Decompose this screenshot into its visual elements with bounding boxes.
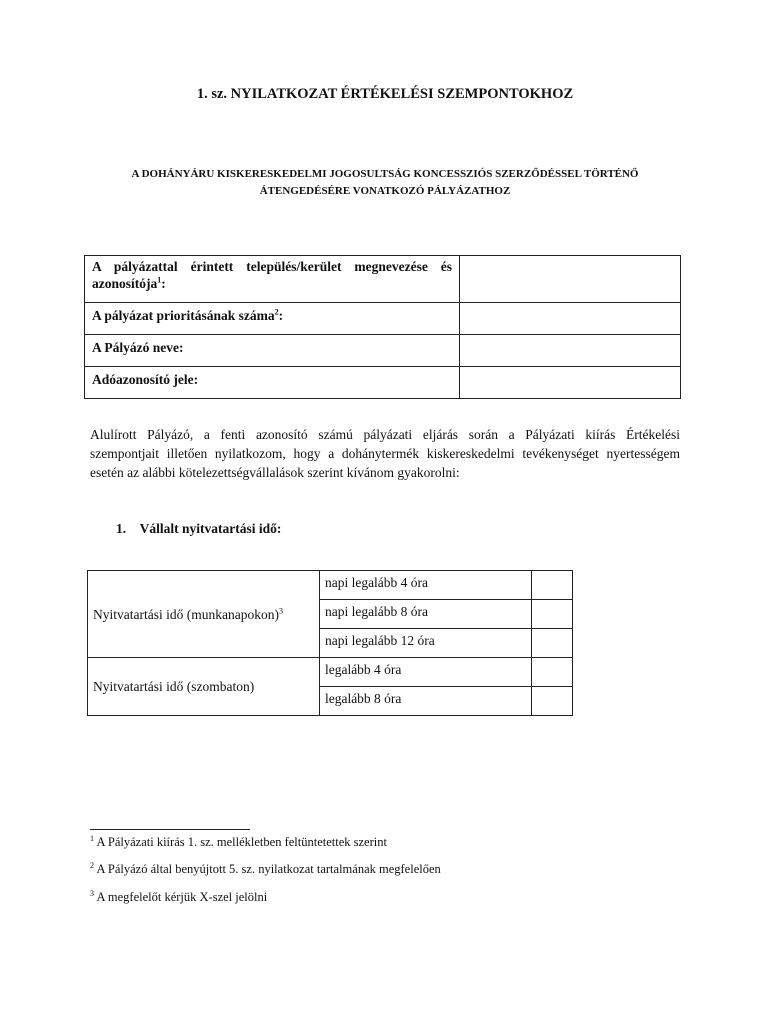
footnote-divider xyxy=(90,829,250,830)
footnote-ref-3: 3 xyxy=(278,606,283,615)
priority-field[interactable] xyxy=(460,303,681,335)
footnote-ref-1: 1 xyxy=(157,275,162,285)
paragraph-line-2: szempontjait illetően nyilatkozom, hogy a dohánytermék kiskereskedelmi tevékenységet nyertességem xyxy=(90,446,680,461)
saturday-option-8h-checkbox[interactable] xyxy=(531,687,572,716)
footnote-number: 1 xyxy=(90,833,94,843)
declaration-paragraph xyxy=(90,425,680,482)
applicant-name-field[interactable] xyxy=(460,335,681,367)
table-row xyxy=(85,367,681,399)
footnote-text: A megfelelőt kérjük X-szel jelölni xyxy=(96,890,268,904)
applicant-info-table xyxy=(84,255,681,399)
settlement-field[interactable] xyxy=(460,256,681,303)
subtitle-line-1: A DOHÁNYÁRU KISKERESKEDELMI JOGOSULTSÁG KONCESSZIÓS SZERZŐDÉSSEL TÖRTÉNŐ xyxy=(131,168,639,180)
footnote-ref-2: 2 xyxy=(274,307,279,317)
footnote-number: 3 xyxy=(90,888,94,898)
saturday-hours-label: Nyitvatartási idő (szombaton) xyxy=(88,658,320,716)
table-row xyxy=(85,256,681,303)
settlement-label-line-1: A pályázattal érintett település/kerület megnevezése és xyxy=(92,259,452,274)
weekday-option-12h: napi legalább 12 óra xyxy=(319,629,531,658)
weekday-option-12h-checkbox[interactable] xyxy=(531,629,572,658)
footnote-text: A Pályázati kiírás 1. sz. mellékletben feltüntetettek szerint xyxy=(96,835,387,849)
document-subtitle xyxy=(90,166,680,200)
settlement-label-text: azonosítója xyxy=(92,276,158,291)
weekday-option-4h-checkbox[interactable] xyxy=(531,571,572,600)
tax-id-field[interactable] xyxy=(460,367,681,399)
footnote-text: A Pályázó által benyújtott 5. sz. nyilatkozat tartalmának megfelelően xyxy=(96,862,441,876)
footnote-3 xyxy=(90,890,267,905)
priority-label-colon: : xyxy=(278,308,284,323)
applicant-name-label: A Pályázó neve: xyxy=(85,335,460,367)
weekday-option-4h: napi legalább 4 óra xyxy=(319,571,531,600)
footnote-2 xyxy=(90,862,441,877)
table-row xyxy=(88,571,573,600)
footnote-1 xyxy=(90,835,387,850)
table-row xyxy=(88,658,573,687)
section-title: Vállalt nyitvatartási idő: xyxy=(139,521,282,536)
weekday-option-8h: napi legalább 8 óra xyxy=(319,600,531,629)
saturday-option-8h: legalább 8 óra xyxy=(319,687,531,716)
opening-hours-table xyxy=(87,570,573,716)
priority-label xyxy=(85,303,460,335)
weekday-option-8h-checkbox[interactable] xyxy=(531,600,572,629)
footnote-number: 2 xyxy=(90,860,94,870)
settlement-label xyxy=(85,256,460,303)
section-heading xyxy=(116,521,281,537)
saturday-option-4h: legalább 4 óra xyxy=(319,658,531,687)
paragraph-line-3: esetén az alábbi kötelezettségvállalások szerint kívánom gyakorolni: xyxy=(90,465,460,480)
table-row xyxy=(85,335,681,367)
tax-id-label: Adóazonosító jele: xyxy=(85,367,460,399)
document-title: 1. sz. NYILATKOZAT ÉRTÉKELÉSI SZEMPONTOKHOZ xyxy=(196,86,574,102)
weekday-hours-label xyxy=(88,571,320,658)
saturday-option-4h-checkbox[interactable] xyxy=(531,658,572,687)
settlement-label-line-2 xyxy=(92,276,166,291)
subtitle-line-2: ÁTENGEDÉSÉRE VONATKOZÓ PÁLYÁZATHOZ xyxy=(259,185,511,197)
priority-label-text: A pályázat prioritásának száma xyxy=(92,308,275,323)
settlement-label-colon: : xyxy=(161,276,166,291)
table-row xyxy=(85,303,681,335)
weekday-hours-label-text: Nyitvatartási idő (munkanapokon) xyxy=(93,606,279,622)
paragraph-line-1: Alulírott Pályázó, a fenti azonosító számú pályázati eljárás során a Pályázati kiírás Értékelési xyxy=(90,427,680,442)
section-number: 1. xyxy=(116,521,127,536)
